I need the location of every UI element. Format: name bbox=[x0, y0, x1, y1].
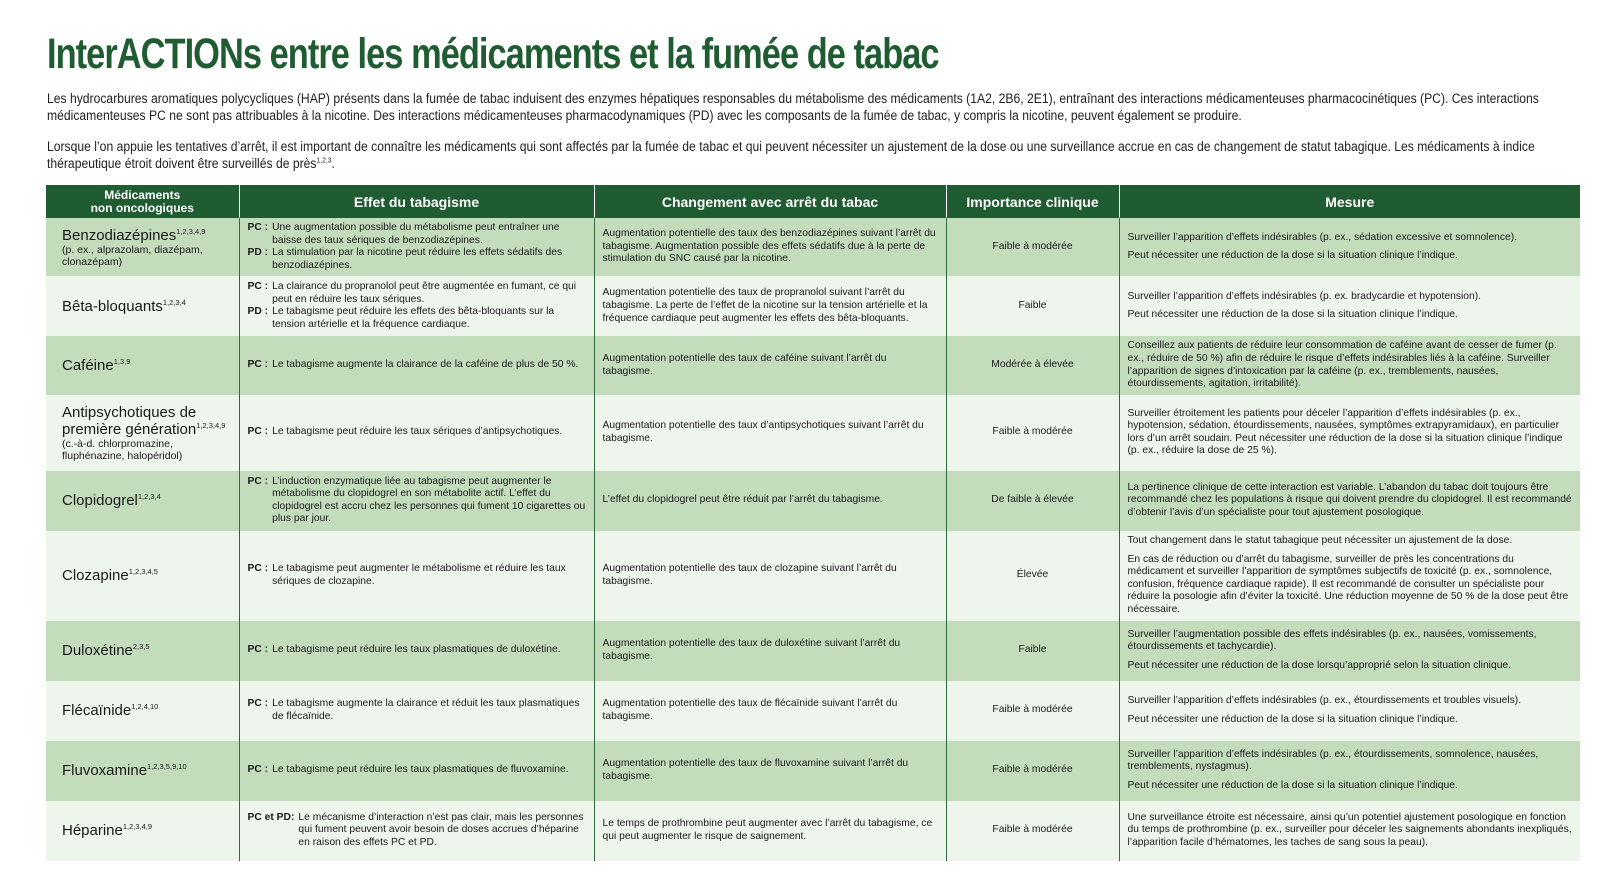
importance-cell bbox=[946, 741, 1119, 801]
importance-text: Faible à modérée bbox=[992, 764, 1073, 776]
change-cell bbox=[594, 741, 946, 801]
effect-cell bbox=[239, 336, 594, 394]
effect-type-label: PC : bbox=[247, 698, 269, 710]
effect-type-label: PC et PD: bbox=[247, 811, 295, 823]
drug-refs: 1,2,4,10 bbox=[131, 702, 159, 712]
measure-text: Peut nécessiter une réduction de la dose si la situation clinique l’indique. bbox=[1127, 309, 1458, 321]
change-text: Augmentation potentielle des taux de caféine suivant l’arrêt du tabagisme. bbox=[602, 352, 887, 377]
header-importance: Importance clinique bbox=[946, 185, 1119, 218]
importance-text: Faible à modérée bbox=[992, 426, 1073, 438]
effect-type-label: PC : bbox=[247, 281, 269, 293]
drug-refs: 2,3,5 bbox=[132, 642, 150, 652]
change-cell bbox=[594, 681, 946, 741]
change-text: Augmentation potentielle des taux de duloxétine suivant l’arrêt du tabagisme. bbox=[602, 638, 901, 662]
table-row bbox=[46, 218, 1580, 276]
drug-cell bbox=[46, 471, 239, 531]
measure-text: La pertinence clinique de cette interaction est variable. L’abandon du tabac doit toujours être recommandé chez les populations à risque qui doivent prendre du clopidogrel. Il est recommandé d’obtenir l’avis d’un spécialiste pour tout ajustement posologique. bbox=[1127, 481, 1572, 519]
header-drug bbox=[46, 185, 239, 218]
measure-cell bbox=[1119, 336, 1580, 394]
measure-text: Surveiller l’apparition d’effets indésirables (p. ex., étourdissements et troubles visuels). bbox=[1127, 695, 1522, 707]
change-cell bbox=[594, 276, 946, 336]
effect-text: L’induction enzymatique liée au tabagisme peut augmenter le métabolisme du clopidogrel en son métabolite actif. L’effet du clopidogrel est accru chez les personnes qui fument 10 cigarettes ou plus par jour. bbox=[272, 475, 586, 525]
intro-text-2: Lorsque l’on appuie les tentatives d’arrêt, il est important de connaître les médicaments qui sont affectés par la fumée de tabac et qui peuvent nécessiter un ajustement de la dose ou une surveillance accrue en cas de changement de statut tabagique. Les médicaments à indice thérapeutique étroit doivent être surveillés de près bbox=[47, 139, 1535, 171]
change-text: Augmentation potentielle des taux de fluvoxamine suivant l’arrêt du tabagisme. bbox=[602, 758, 909, 782]
change-cell bbox=[594, 395, 946, 471]
drug-cell bbox=[46, 395, 239, 471]
drug-name: Fluvoxamine bbox=[62, 762, 148, 780]
effect-text: Le tabagisme augmente la clairance de la caféine de plus de 50 %. bbox=[272, 359, 579, 371]
change-cell bbox=[594, 336, 946, 394]
table-row bbox=[46, 741, 1580, 801]
drug-refs: 1,3,9 bbox=[113, 357, 131, 367]
change-text: Le temps de prothrombine peut augmenter avec l’arrêt du tabagisme, ce qui peut augmenter le risque de saignement. bbox=[602, 818, 933, 842]
drug-refs: 1,2,3,4,9 bbox=[176, 226, 206, 236]
header-drug-line1: Médicaments bbox=[104, 187, 181, 202]
effect-text: Le tabagisme peut réduire les taux plasmatiques de fluvoxamine. bbox=[272, 764, 569, 776]
drug-cell bbox=[46, 801, 239, 861]
importance-cell bbox=[946, 531, 1119, 621]
intro-paragraph-1 bbox=[47, 90, 1586, 124]
drug-refs: 1,2,3,5,9,10 bbox=[147, 762, 187, 772]
interaction-table bbox=[46, 185, 1580, 861]
drug-cell bbox=[46, 531, 239, 621]
measure-text: Surveiller l’apparition d’effets indésirables (p. ex., étourdissements, somnolence, nausées, tremblements, nystagmus). bbox=[1127, 748, 1539, 773]
table-row bbox=[46, 471, 1580, 531]
drug-name: Héparine bbox=[62, 822, 123, 840]
measure-cell bbox=[1119, 471, 1580, 531]
effect-cell bbox=[239, 531, 594, 621]
effect-cell bbox=[239, 621, 594, 681]
effect-text: Le tabagisme peut réduire les effets des bêta-bloquants sur la tension artérielle et la fréquence cardiaque. bbox=[272, 306, 555, 330]
change-text: Augmentation potentielle des taux des benzodiazépines suivant l’arrêt du tabagisme. Augmentation possible des effets sédatifs due à la perte de stimulation du SNC causé par la nicotine. bbox=[602, 228, 936, 265]
importance-cell bbox=[946, 801, 1119, 861]
drug-refs: 1,2,3,4 bbox=[137, 492, 161, 502]
effect-type-label: PD : bbox=[247, 247, 269, 259]
measure-text: Conseillez aux patients de réduire leur consommation de caféine avant de cesser de fumer (p. ex., réduire de 50 %) afin de réduire le risque d’effets indésirables liés à la caféine. Surveiller l’apparition de signes d’intoxication par la caféine (p. ex., tremblements, nausées, étourdissements, agitation, irritabilité). bbox=[1127, 340, 1557, 390]
drug-name: Clopidogrel bbox=[62, 492, 138, 510]
drug-examples: (c.-à-d. chlorpromazine, fluphénazine, halopéridol) bbox=[62, 437, 183, 462]
header-change: Changement avec arrêt du tabac bbox=[594, 185, 946, 218]
drug-name: Flécaïnide bbox=[62, 702, 132, 720]
page-title: InterACTIONs entre les médicaments et la fumée de tabac bbox=[47, 30, 939, 78]
change-cell bbox=[594, 471, 946, 531]
measure-text: Peut nécessiter une réduction de la dose lorsqu’approprié selon la situation clinique. bbox=[1127, 660, 1512, 672]
importance-text: Faible à modérée bbox=[992, 824, 1073, 836]
effect-text: Le tabagisme peut réduire les taux sériques d’antipsychotiques. bbox=[272, 426, 563, 438]
importance-text: Élevée bbox=[1016, 569, 1049, 581]
effect-type-label: PC : bbox=[247, 563, 269, 575]
effect-text: Une augmentation possible du métabolisme peut entraîner une baisse des taux sériques de benzodiazépines. bbox=[272, 222, 560, 246]
drug-refs: 1,2,3,4,5 bbox=[128, 567, 158, 577]
measure-cell bbox=[1119, 801, 1580, 861]
intro-text-1: Les hydrocarbures aromatiques polycycliques (HAP) présents dans la fumée de tabac induisent des enzymes hépatiques responsables du métabolisme des médicaments (1A2, 2B6, 2E1), entraînant des interactions médicamenteuses pharmacocinétiques (PC). Ces interactions médicamenteuses PC ne sont pas attribuables à la nicotine. Des interactions médicamenteuses pharmacodynamiques (PD) avec les composants de la fumée de tabac, y compris la nicotine, peuvent également se produire. bbox=[47, 91, 1539, 123]
measure-text: Surveiller étroitement les patients pour déceler l’apparition d’effets indésirables (p. ex., hypotension, sédation, étourdissements, nausées, symptômes extrapyramidaux), en particulier lors d’un arrêt soudain. Peut nécessiter une réduction de la dose si la situation clinique l’indique (p. ex., réduire la dose de 25 %). bbox=[1127, 407, 1563, 457]
change-cell bbox=[594, 801, 946, 861]
measure-cell bbox=[1119, 681, 1580, 741]
effect-cell bbox=[239, 218, 594, 276]
drug-cell bbox=[46, 621, 239, 681]
importance-cell bbox=[946, 681, 1119, 741]
header-measure: Mesure bbox=[1119, 185, 1580, 218]
intro-refs: 1,2,3 bbox=[316, 155, 332, 165]
effect-cell bbox=[239, 681, 594, 741]
intro-paragraph-2 bbox=[47, 138, 1586, 172]
measure-text: Peut nécessiter une réduction de la dose si la situation clinique l’indique. bbox=[1127, 250, 1458, 262]
effect-type-label: PC : bbox=[247, 764, 269, 776]
effect-cell bbox=[239, 276, 594, 336]
drug-name: Duloxétine bbox=[62, 642, 133, 660]
change-cell bbox=[594, 531, 946, 621]
effect-text: Le tabagisme peut augmenter le métabolisme et réduire les taux sériques de clozapine. bbox=[272, 563, 566, 587]
importance-cell bbox=[946, 471, 1119, 531]
measure-cell bbox=[1119, 395, 1580, 471]
importance-cell bbox=[946, 395, 1119, 471]
measure-cell bbox=[1119, 531, 1580, 621]
measure-text: Peut nécessiter une réduction de la dose si la situation clinique l’indique. bbox=[1127, 780, 1458, 792]
importance-text: Modérée à élevée bbox=[991, 359, 1074, 371]
importance-text: Faible bbox=[1018, 644, 1047, 656]
drug-name: Caféine bbox=[62, 357, 114, 375]
importance-cell bbox=[946, 621, 1119, 681]
drug-refs: 1,2,3,4,9 bbox=[122, 822, 153, 832]
effect-type-label: PC : bbox=[247, 359, 269, 371]
change-cell bbox=[594, 621, 946, 681]
measure-cell bbox=[1119, 276, 1580, 336]
measure-text: En cas de réduction ou d’arrêt du tabagisme, surveiller de près les concentrations du médicament et surveiller l’apparition de symptômes subjectifs de toxicité (p. ex., somnolence, confusion, fréquence cardiaque rapide). Il est recommandé de consulter un spécialiste pour réduire la posologie afin d’éviter la toxicité. Une réduction moyenne de 50 % de la dose peut être nécessaire. bbox=[1127, 553, 1569, 615]
drug-refs: 1,2,3,4 bbox=[162, 297, 186, 307]
drug-name: Antipsychotiques de première génération bbox=[62, 403, 197, 438]
importance-text: Faible à modérée bbox=[992, 240, 1073, 252]
drug-cell bbox=[46, 681, 239, 741]
drug-cell bbox=[46, 336, 239, 394]
change-text: Augmentation potentielle des taux de clozapine suivant l’arrêt du tabagisme. bbox=[602, 563, 897, 587]
effect-type-label: PC : bbox=[247, 644, 269, 656]
table-row bbox=[46, 681, 1580, 741]
table-header-row bbox=[46, 185, 1580, 218]
importance-cell bbox=[946, 276, 1119, 336]
drug-name: Benzodiazépines bbox=[62, 226, 177, 244]
drug-cell bbox=[46, 276, 239, 336]
measure-text: Peut nécessiter une réduction de la dose si la situation clinique l’indique. bbox=[1127, 713, 1458, 725]
drug-refs: 1,2,3,4,9 bbox=[196, 420, 226, 430]
table-row bbox=[46, 276, 1580, 336]
drug-cell bbox=[46, 741, 239, 801]
effect-text: La stimulation par la nicotine peut réduire les effets sédatifs des benzodiazépines. bbox=[272, 247, 563, 271]
change-text: Augmentation potentielle des taux de flécaïnide suivant l’arrêt du tabagisme. bbox=[602, 698, 898, 722]
measure-text: Une surveillance étroite est nécessaire, ainsi qu’un potentiel ajustement posologique en fonction du temps de prothrombine (p. ex., surveiller pour déceler les saignements abondants inexpliqués, l’apparition facile d’hématomes, les taches de sang sous la peau). bbox=[1127, 811, 1572, 849]
effect-cell bbox=[239, 801, 594, 861]
effect-cell bbox=[239, 741, 594, 801]
measure-cell bbox=[1119, 218, 1580, 276]
drug-cell bbox=[46, 218, 239, 276]
table-row bbox=[46, 336, 1580, 394]
measure-cell bbox=[1119, 621, 1580, 681]
effect-type-label: PD : bbox=[247, 306, 269, 318]
measure-text: Surveiller l’augmentation possible des effets indésirables (p. ex., nausées, vomissements, étourdissements et tachycardie). bbox=[1127, 628, 1537, 653]
change-text: L’effet du clopidogrel peut être réduit par l’arrêt du tabagisme. bbox=[602, 494, 883, 506]
effect-text: Le tabagisme augmente la clairance et réduit les taux plasmatiques de flécaïnide. bbox=[272, 698, 580, 722]
effect-text: Le mécanisme d’interaction n’est pas clair, mais les personnes qui fument peuvent avoir besoin de doses accrues d’héparine en raison des effets PC et PD. bbox=[298, 811, 584, 849]
change-text: Augmentation potentielle des taux de propranolol suivant l’arrêt du tabagisme. La perte de l’effet de la nicotine sur la tension artérielle et la fréquence cardiaque peut augmenter les effets des bêta-bloquants. bbox=[602, 287, 928, 324]
table-row bbox=[46, 531, 1580, 621]
table-row bbox=[46, 395, 1580, 471]
measure-text: Surveiller l’apparition d’effets indésirables (p. ex. bradycardie et hypotension). bbox=[1127, 290, 1482, 302]
measure-cell bbox=[1119, 741, 1580, 801]
importance-text: Faible à modérée bbox=[992, 704, 1073, 716]
effect-cell bbox=[239, 471, 594, 531]
drug-examples: (p. ex., alprazolam, diazépam, clonazépam) bbox=[62, 243, 203, 268]
drug-name: Clozapine bbox=[62, 567, 129, 585]
effect-type-label: PC : bbox=[247, 475, 269, 487]
importance-text: Faible bbox=[1018, 300, 1047, 312]
effect-text: La clairance du propranolol peut être augmentée en fumant, ce qui peut en réduire les taux sériques. bbox=[272, 281, 577, 305]
change-cell bbox=[594, 218, 946, 276]
table-row bbox=[46, 621, 1580, 681]
intro-end: . bbox=[331, 156, 335, 171]
importance-cell bbox=[946, 336, 1119, 394]
header-drug-line2: non oncologiques bbox=[90, 200, 194, 215]
change-text: Augmentation potentielle des taux d’antipsychotiques suivant l’arrêt du tabagisme. bbox=[602, 420, 924, 444]
importance-cell bbox=[946, 218, 1119, 276]
effect-type-label: PC : bbox=[247, 426, 269, 438]
measure-text: Tout changement dans le statut tabagique peut nécessiter un ajustement de la dose. bbox=[1127, 534, 1513, 546]
effect-cell bbox=[239, 395, 594, 471]
importance-text: De faible à élevée bbox=[991, 494, 1074, 506]
drug-name: Bêta-bloquants bbox=[62, 297, 163, 315]
effect-text: Le tabagisme peut réduire les taux plasmatiques de duloxétine. bbox=[272, 644, 561, 656]
effect-type-label: PC : bbox=[247, 222, 269, 233]
table-row bbox=[46, 801, 1580, 861]
header-effect: Effet du tabagisme bbox=[239, 185, 594, 218]
measure-text: Surveiller l’apparition d’effets indésirables (p. ex., sédation excessive et somnolence). bbox=[1127, 231, 1518, 243]
